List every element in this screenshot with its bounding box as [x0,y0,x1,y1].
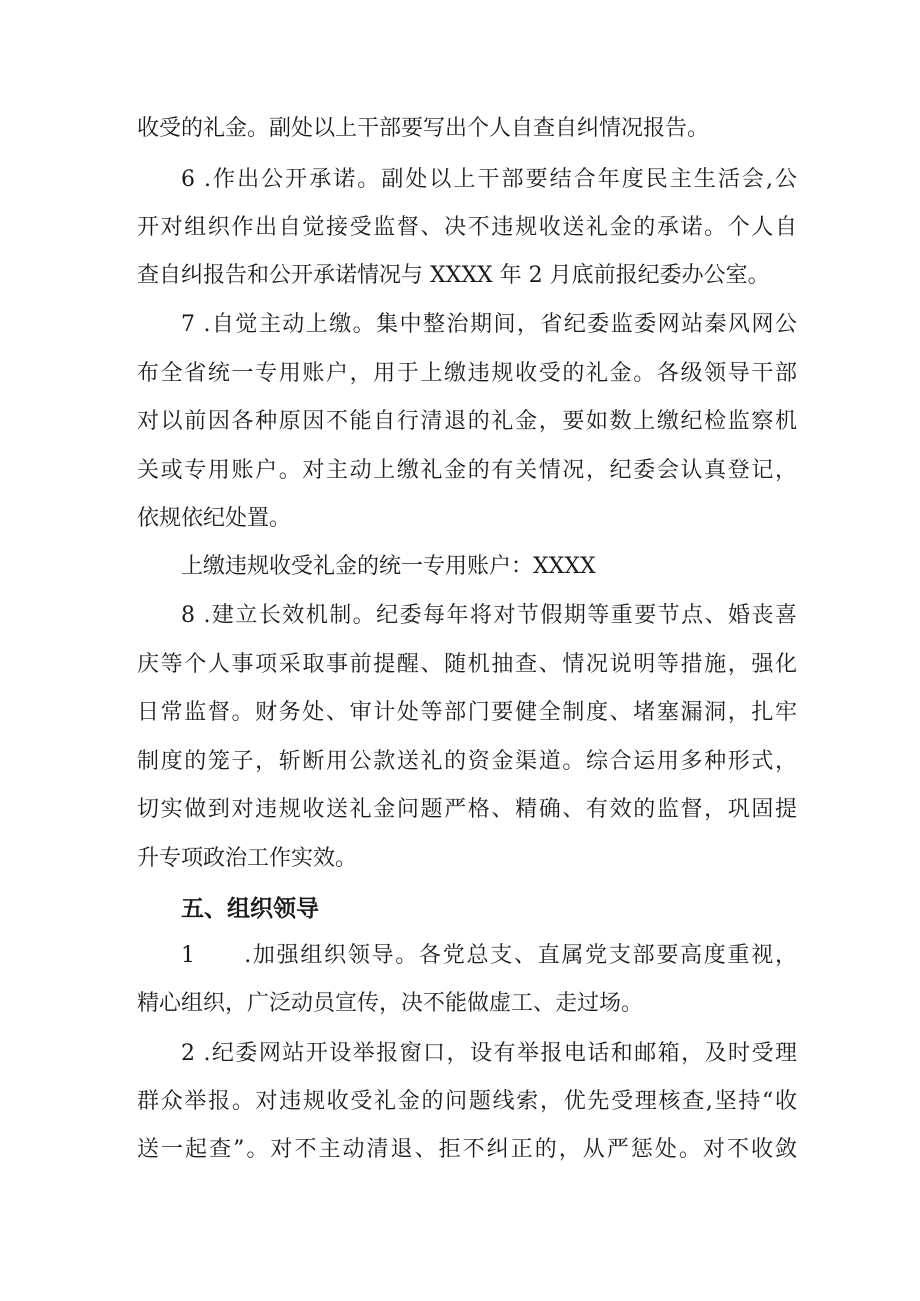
paragraph-line: 庆等个人事项采取事前提醒、随机抽查、情况说明等措施，强化 [137,652,797,677]
paragraph-line: 日常监督。财务处、审计处等部门要健全制度、堵塞漏洞，扎牢 [137,700,797,725]
paragraph-line: 2 .纪委网站开设举报窗口，设有举报电话和邮箱，及时受理 [181,1041,797,1066]
paragraph-line: 布全省统一专用账户，用于上缴违规收受的礼金。各级领导干部 [137,361,797,386]
paragraph-line: 对以前因各种原因不能自行清退的礼金，要如数上缴纪检监察机 [137,409,797,434]
account-line: 上缴违规收受礼金的统一专用账户：XXXX [181,554,596,579]
paragraph-line: 群众举报。对违规收受礼金的问题线索，优先受理核查,坚持“收 [137,1089,797,1114]
paragraph-line: 8 .建立长效机制。纪委每年将对节假期等重要节点、婚丧喜 [181,603,797,628]
paragraph-line: 1 .加强组织领导。各党总支、直属党支部要高度重视， [181,943,797,968]
section-heading: 五、组织领导 [181,896,319,922]
paragraph-line: 制度的笼子，斩断用公款送礼的资金渠道。综合运用多种形式， [137,749,797,774]
paragraph-line: 开对组织作出自觉接受监督、决不违规收送礼金的承诺。个人自 [137,215,797,240]
paragraph-line: 查自纠报告和公开承诺情况与 XXXX 年 2 月底前报纪委办公室。 [137,263,770,288]
paragraph-line: 切实做到对违规收送礼金问题严格、精确、有效的监督，巩固提 [137,797,797,822]
paragraph-line: 7 .自觉主动上缴。集中整治期间，省纪委监委网站秦风网公 [181,312,797,337]
paragraph-line: 送一起查”。对不主动清退、拒不纠正的，从严惩处。对不收敛 [137,1137,797,1162]
paragraph-line: 精心组织，广泛动员宣传，决不能做虚工、走过场。 [137,991,644,1016]
paragraph-line: 收受的礼金。副处以上干部要写出个人自查自纠情况报告。 [137,116,710,141]
paragraph-line: 6 .作出公开承诺。副处以上干部要结合年度民主生活会,公 [181,167,797,192]
paragraph-line: 关或专用账户。对主动上缴礼金的有关情况，纪委会认真登记， [137,458,797,483]
paragraph-line: 升专项政治工作实效。 [137,846,358,871]
paragraph-line: 依规依纪处置。 [137,506,292,531]
